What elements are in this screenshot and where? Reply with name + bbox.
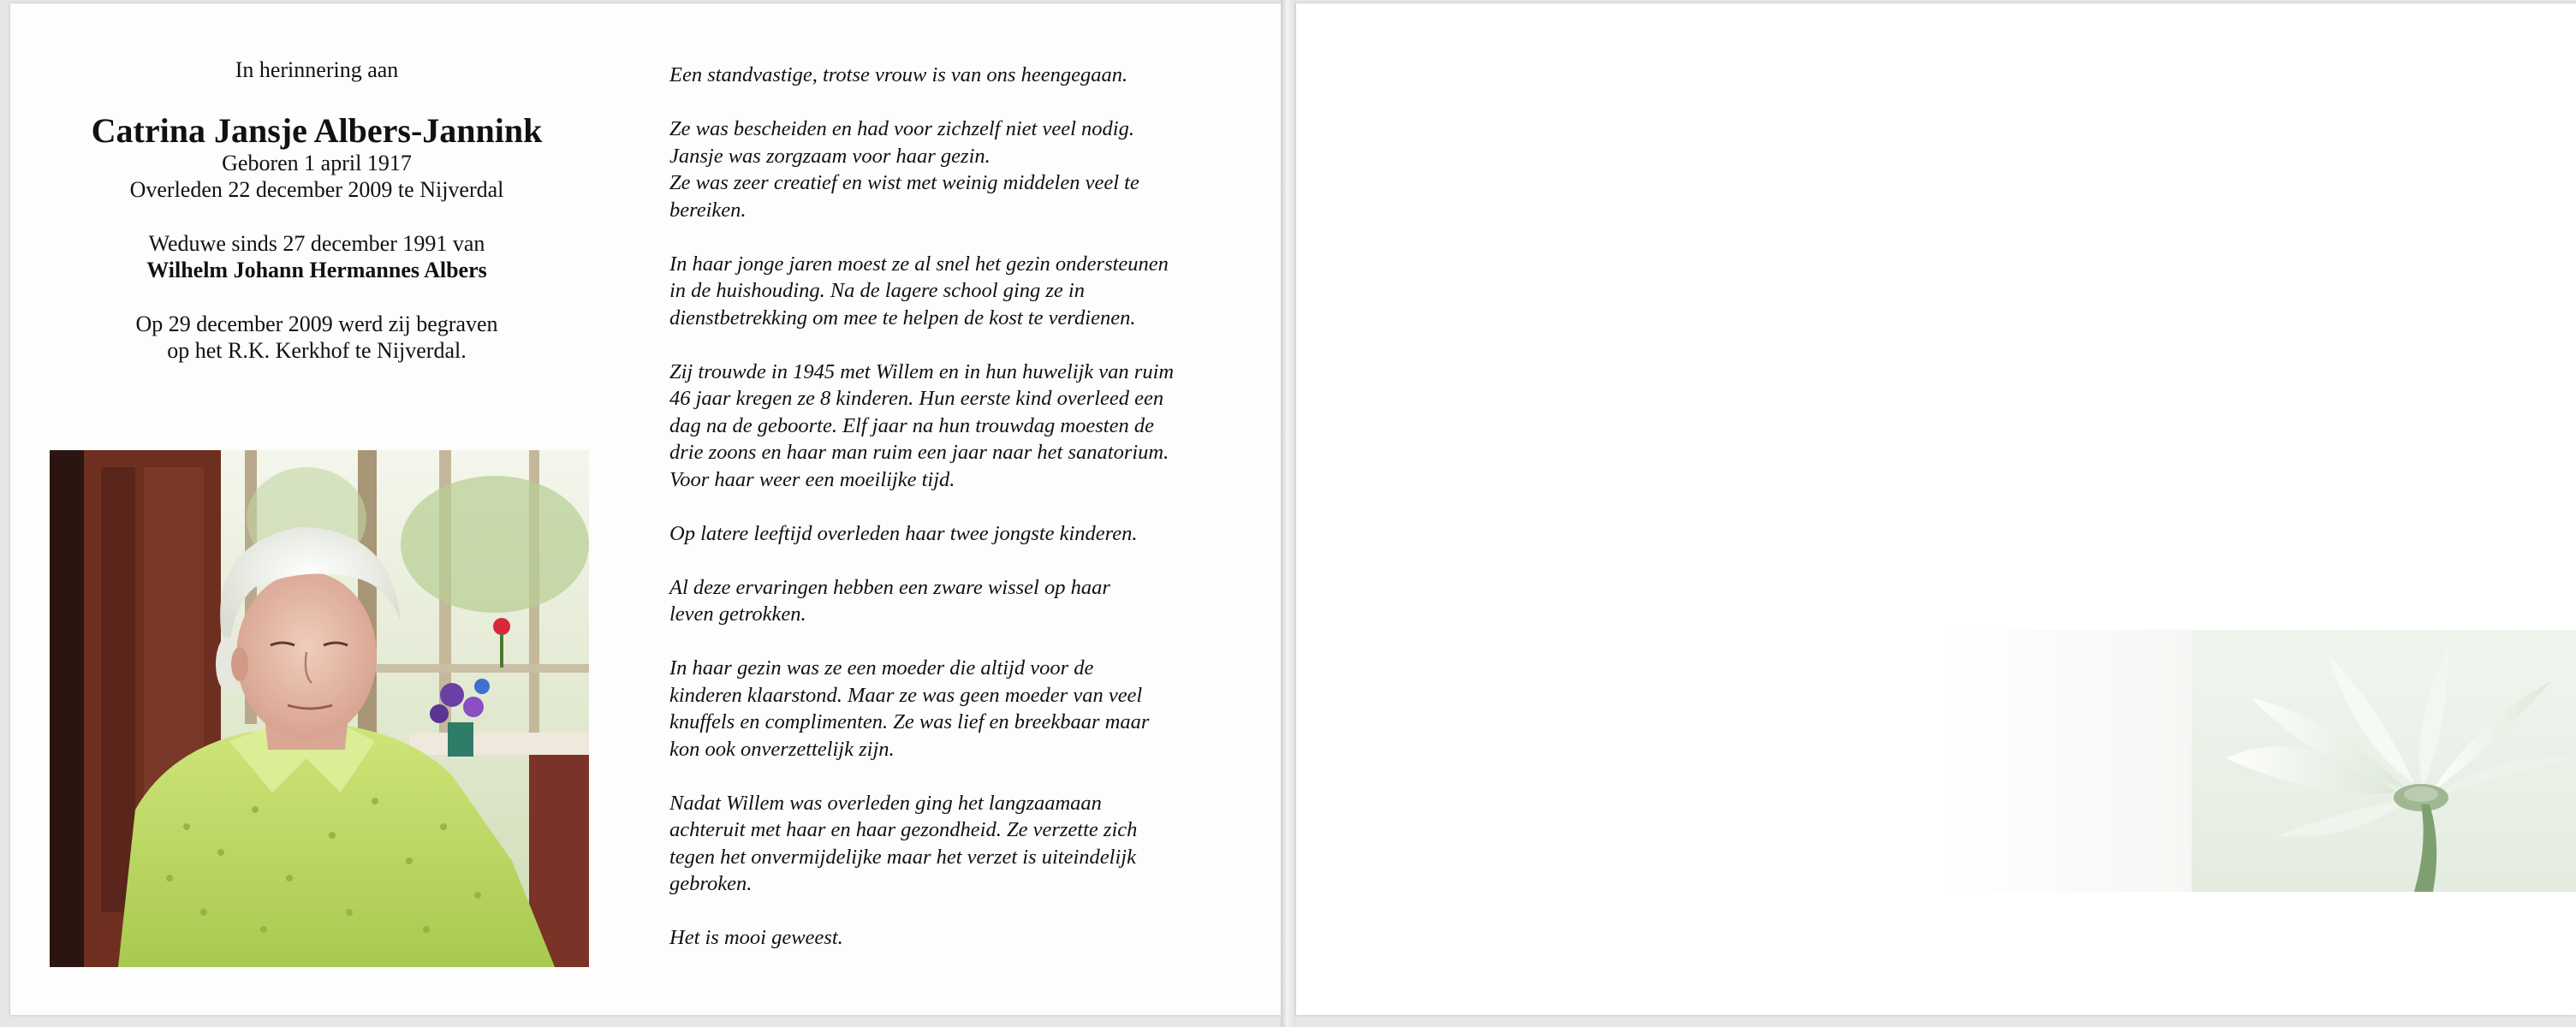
- widow-line: Weduwe sinds 27 december 1991 van: [148, 231, 485, 256]
- poem-line: achteruit met haar en haar gezondheid. Ze verzette zich: [669, 818, 1138, 841]
- poem-line: bereiken.: [669, 198, 747, 222]
- poem-line: Zij trouwde in 1945 met Willem en in hun huwelijk van ruim: [669, 359, 1175, 383]
- poem-line: Jansje was zorgzaam voor haar gezin.: [669, 144, 991, 168]
- poem-line: Op latere leeftijd overleden haar twee jongste kinderen.: [669, 521, 1138, 545]
- flower-fade: [1935, 630, 2192, 892]
- burial-line-2: op het R.K. Kerkhof te Nijverdal.: [167, 338, 467, 363]
- poem-line: Voor haar weer een moeilijke tijd.: [669, 467, 955, 491]
- poem-stanza: [669, 359, 1269, 494]
- poem-line: Het is mooi geweest.: [669, 926, 843, 949]
- intro-text: In herinnering aan: [235, 57, 399, 82]
- flower-decoration: [2192, 630, 2576, 892]
- poem-line: Ze was zeer creatief en wist met weinig middelen veel te: [669, 171, 1139, 194]
- death-line: Overleden 22 december 2009 te Nijverdal: [129, 177, 504, 202]
- poem-stanza: [669, 655, 1269, 763]
- portrait-photo: [50, 450, 589, 967]
- memorial-poem: [669, 62, 1269, 952]
- poem-line: Al deze ervaringen hebben een zware wissel op haar: [669, 575, 1110, 599]
- birth-line: Geboren 1 april 1917: [222, 151, 412, 175]
- daisy-illustration: [2192, 630, 2576, 892]
- poem-line: In haar jonge jaren moest ze al snel het gezin ondersteunen: [669, 252, 1169, 276]
- poem-line: tegen het onvermijdelijke maar het verzet is uiteindelijk: [669, 845, 1136, 869]
- poem-line: drie zoons en haar man ruim een jaar naar het sanatorium.: [669, 441, 1169, 464]
- poem-stanza: [669, 574, 1269, 628]
- burial-line-1: Op 29 december 2009 werd zij begraven: [135, 312, 498, 336]
- poem-line: Een standvastige, trotse vrouw is van ons heengegaan.: [669, 63, 1128, 86]
- poem-line: gebroken.: [669, 872, 753, 895]
- poem-line: Nadat Willem was overleden ging het langzaamaan: [669, 791, 1102, 815]
- poem-line: 46 jaar kregen ze 8 kinderen. Hun eerste kind overleed een: [669, 387, 1164, 410]
- poem-line: dag na de geboorte. Elf jaar na hun trouwdag moesten de: [669, 413, 1154, 437]
- poem-line: knuffels en complimenten. Ze was lief en breekbaar maar: [669, 710, 1150, 733]
- poem-line: dienstbetrekking om mee te helpen de kost te verdienen.: [669, 306, 1136, 329]
- poem-stanza: [669, 520, 1269, 548]
- poem-stanza: [669, 790, 1269, 898]
- poem-stanza: [669, 62, 1269, 89]
- memorial-info: [34, 56, 599, 364]
- poem-line: in de huishouding. Na de lagere school ging ze in: [669, 279, 1085, 302]
- poem-line: kinderen klaarstond. Maar ze was geen moeder van veel: [669, 683, 1143, 707]
- poem-line: In haar gezin was ze een moeder die altijd voor de: [669, 656, 1094, 680]
- portrait-illustration: [50, 450, 589, 967]
- card-fold: [1281, 0, 1296, 1027]
- husband-name: Wilhelm Johann Hermannes Albers: [146, 258, 487, 282]
- poem-stanza: [669, 251, 1269, 332]
- poem-line: Ze was bescheiden en had voor zichzelf niet veel nodig.: [669, 117, 1134, 140]
- poem-line: leven getrokken.: [669, 603, 806, 626]
- poem-stanza: [669, 924, 1269, 952]
- deceased-name: Catrina Jansje Albers-Jannink: [91, 111, 543, 150]
- poem-stanza: [669, 116, 1269, 223]
- poem-line: kon ook onverzettelijk zijn.: [669, 737, 895, 761]
